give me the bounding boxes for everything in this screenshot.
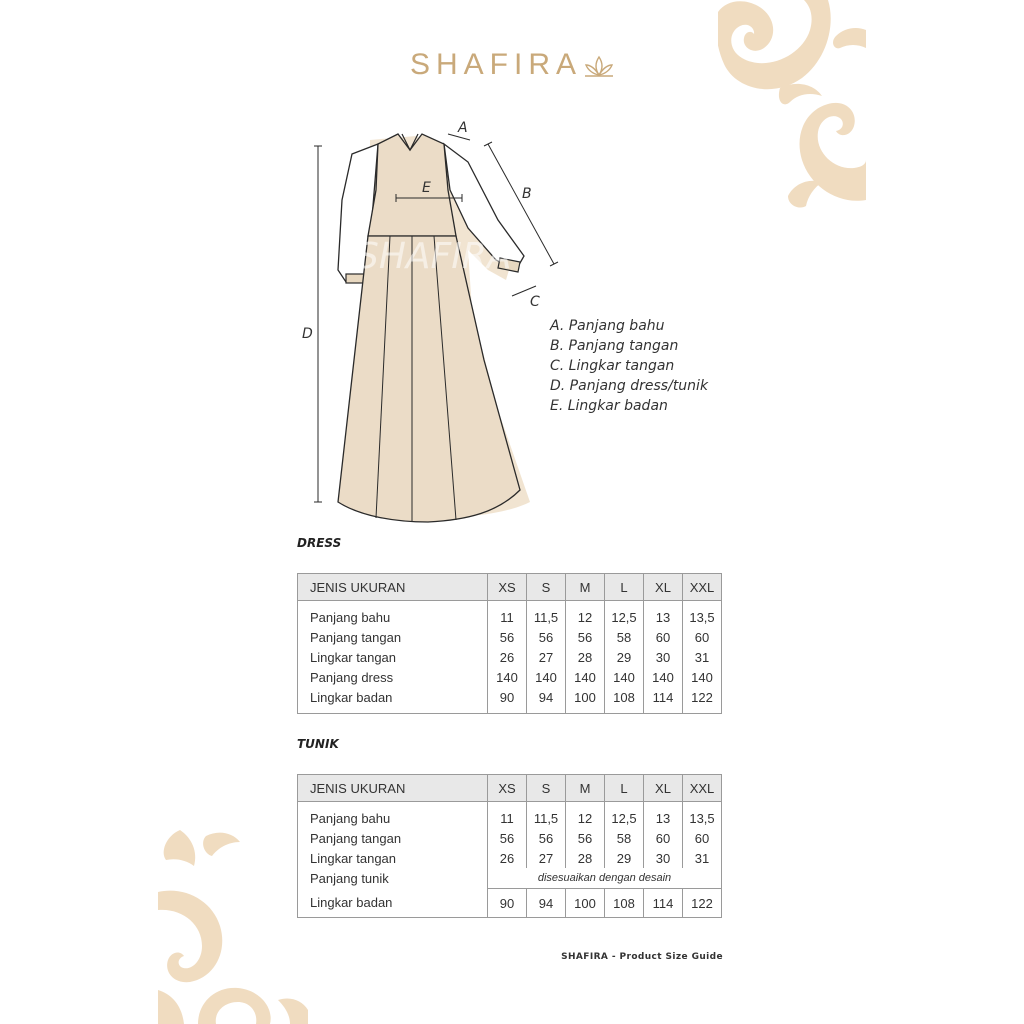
table-cell: 56 bbox=[527, 627, 566, 647]
brand-name: SHAFIRA bbox=[409, 48, 583, 81]
table-cell: 56 bbox=[566, 627, 605, 647]
label-a: A bbox=[458, 120, 468, 136]
table-cell: 60 bbox=[644, 828, 683, 848]
size-header: XXL bbox=[683, 775, 722, 802]
table-row bbox=[298, 848, 722, 868]
table-cell: 11,5 bbox=[527, 808, 566, 828]
table-cell: 140 bbox=[527, 667, 566, 687]
table-cell: 90 bbox=[488, 889, 527, 918]
table-row bbox=[298, 607, 722, 627]
label-e: E bbox=[422, 180, 431, 196]
table-cell: 56 bbox=[566, 828, 605, 848]
size-header: M bbox=[566, 775, 605, 802]
table-cell: 108 bbox=[605, 889, 644, 918]
table-cell: 58 bbox=[605, 627, 644, 647]
table-cell: 27 bbox=[527, 848, 566, 868]
measurement-legend bbox=[550, 316, 708, 416]
table-cell: 13 bbox=[644, 808, 683, 828]
size-header: XS bbox=[488, 775, 527, 802]
table-cell: 28 bbox=[566, 647, 605, 667]
table-cell: 26 bbox=[488, 647, 527, 667]
header-label: JENIS UKURAN bbox=[298, 775, 488, 802]
size-header: L bbox=[605, 775, 644, 802]
table-row bbox=[298, 889, 722, 918]
tunik-section-title: TUNIK bbox=[297, 737, 339, 751]
table-header-row bbox=[298, 574, 722, 601]
table-row bbox=[298, 808, 722, 828]
ornament-top-right bbox=[718, 0, 866, 212]
table-cell: 100 bbox=[566, 687, 605, 707]
table-cell: 56 bbox=[527, 828, 566, 848]
table-cell: 108 bbox=[605, 687, 644, 707]
row-label: Panjang tangan bbox=[310, 830, 402, 846]
table-cell: 60 bbox=[644, 627, 683, 647]
table-cell: 114 bbox=[644, 687, 683, 707]
table-cell: 140 bbox=[644, 667, 683, 687]
label-c: C bbox=[530, 294, 540, 310]
dress-section-title: DRESS bbox=[297, 536, 342, 550]
table-header-row bbox=[298, 775, 722, 802]
table-cell: 27 bbox=[527, 647, 566, 667]
size-header: L bbox=[605, 574, 644, 601]
table-row bbox=[298, 687, 722, 707]
legend-item: A. Panjang bahu bbox=[550, 318, 665, 334]
table-cell: 31 bbox=[683, 647, 722, 667]
size-header: XL bbox=[644, 775, 683, 802]
table-cell: 100 bbox=[566, 889, 605, 918]
row-label: Panjang bahu bbox=[310, 609, 391, 625]
table-row bbox=[298, 828, 722, 848]
footer-caption: SHAFIRA - Product Size Guide bbox=[561, 952, 723, 962]
header-label: JENIS UKURAN bbox=[298, 574, 488, 601]
table-cell: 122 bbox=[683, 687, 722, 707]
table-cell: 140 bbox=[605, 667, 644, 687]
size-guide-page bbox=[158, 0, 866, 1024]
table-cell: 11 bbox=[488, 607, 527, 627]
table-row bbox=[298, 627, 722, 647]
size-header: S bbox=[527, 574, 566, 601]
row-label: Lingkar badan bbox=[310, 689, 393, 705]
legend-item: D. Panjang dress/tunik bbox=[550, 378, 709, 394]
table-cell: 12,5 bbox=[605, 607, 644, 627]
row-label: Panjang dress bbox=[310, 669, 394, 685]
table-row bbox=[298, 647, 722, 667]
design-note: disesuaikan dengan desain bbox=[488, 868, 722, 889]
table-cell: 13,5 bbox=[683, 808, 722, 828]
table-cell: 29 bbox=[605, 647, 644, 667]
dress-size-table bbox=[297, 573, 722, 714]
label-d: D bbox=[302, 326, 313, 342]
table-cell: 11 bbox=[488, 808, 527, 828]
row-label: Panjang tunik bbox=[310, 870, 389, 886]
row-label: Lingkar tangan bbox=[310, 649, 397, 665]
table-cell: 26 bbox=[488, 848, 527, 868]
size-header: XXL bbox=[683, 574, 722, 601]
table-row bbox=[298, 868, 722, 889]
size-header: XL bbox=[644, 574, 683, 601]
legend-item: B. Panjang tangan bbox=[550, 338, 679, 354]
table-cell: 56 bbox=[488, 828, 527, 848]
table-cell: 140 bbox=[488, 667, 527, 687]
table-cell: 12 bbox=[566, 607, 605, 627]
diagram-watermark: SHAFIRA bbox=[356, 236, 512, 277]
size-header: M bbox=[566, 574, 605, 601]
table-cell: 94 bbox=[527, 889, 566, 918]
table-row bbox=[298, 667, 722, 687]
row-label: Lingkar badan bbox=[310, 895, 393, 911]
row-label: Panjang bahu bbox=[310, 810, 391, 826]
dress-diagram bbox=[298, 110, 578, 530]
table-cell: 122 bbox=[683, 889, 722, 918]
lotus-logo-icon bbox=[584, 55, 614, 77]
table-cell: 30 bbox=[644, 848, 683, 868]
table-cell: 11,5 bbox=[527, 607, 566, 627]
ornament-bottom-left bbox=[158, 830, 308, 1024]
legend-item: E. Lingkar badan bbox=[550, 398, 668, 414]
table-cell: 56 bbox=[488, 627, 527, 647]
table-cell: 31 bbox=[683, 848, 722, 868]
table-cell: 12 bbox=[566, 808, 605, 828]
table-cell: 140 bbox=[566, 667, 605, 687]
table-cell: 94 bbox=[527, 687, 566, 707]
table-cell: 13 bbox=[644, 607, 683, 627]
row-label: Panjang tangan bbox=[310, 629, 402, 645]
size-header: XS bbox=[488, 574, 527, 601]
table-cell: 140 bbox=[683, 667, 722, 687]
table-cell: 60 bbox=[683, 828, 722, 848]
row-label: Lingkar tangan bbox=[310, 850, 397, 866]
legend-item: C. Lingkar tangan bbox=[550, 358, 675, 374]
table-cell: 30 bbox=[644, 647, 683, 667]
tunik-size-table bbox=[297, 774, 722, 918]
table-cell: 114 bbox=[644, 889, 683, 918]
label-b: B bbox=[522, 186, 532, 202]
table-cell: 90 bbox=[488, 687, 527, 707]
table-cell: 13,5 bbox=[683, 607, 722, 627]
table-cell: 29 bbox=[605, 848, 644, 868]
table-cell: 12,5 bbox=[605, 808, 644, 828]
table-cell: 28 bbox=[566, 848, 605, 868]
table-cell: 60 bbox=[683, 627, 722, 647]
brand-logo bbox=[158, 48, 866, 82]
table-cell: 58 bbox=[605, 828, 644, 848]
size-header: S bbox=[527, 775, 566, 802]
